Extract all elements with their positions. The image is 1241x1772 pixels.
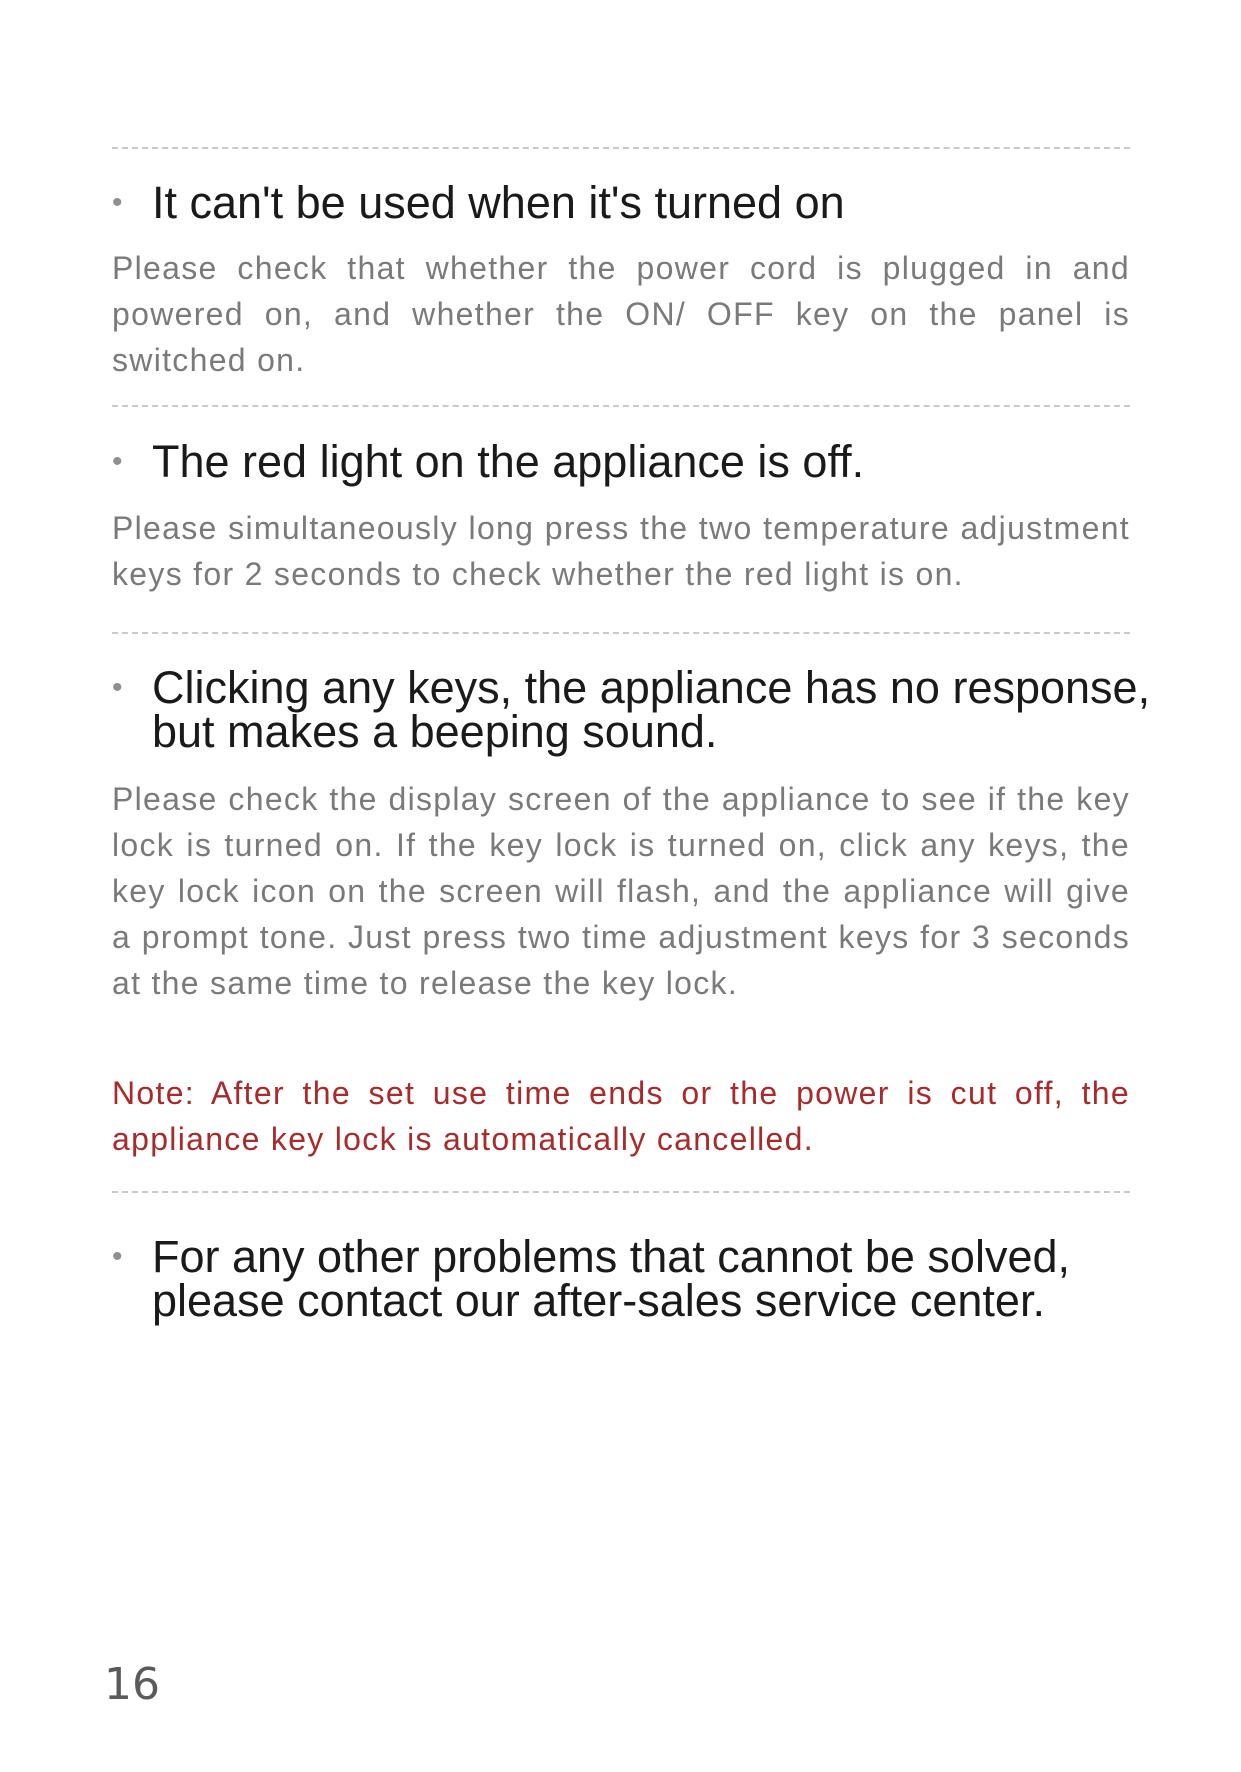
section-body: Please check that whether the power cord is plugged in and powered on, and whether the ON/ OFF key on the panel is switched on. — [112, 250, 1130, 378]
section-heading — [112, 436, 1192, 487]
section-heading-text: For any other problems that cannot be solved, please contact our after-sales service center. — [152, 1231, 1071, 1326]
bullet-icon: • — [112, 1240, 123, 1273]
section-body: Please check the display screen of the appliance to see if the key lock is turned on. If the key lock is turned on, click any keys, the key lock icon on the screen will flash, and the appliance will give a prompt tone. Just press two time adjustment keys for 3 seconds at the same time to release the key lock. — [112, 781, 1130, 1001]
section-note: Note: After the set use time ends or the power is cut off, the appliance key lock is automatically cancelled. — [112, 1075, 1130, 1157]
section-heading-text: The red light on the appliance is off. — [152, 436, 865, 487]
section-heading-text: Clicking any keys, the appliance has no response, but makes a beeping sound. — [152, 662, 1151, 757]
section-divider — [112, 632, 1130, 634]
bullet-icon: • — [112, 186, 123, 219]
section-heading — [112, 1231, 1192, 1326]
bullet-icon: • — [112, 445, 123, 478]
section-body: Please simultaneously long press the two temperature adjustment keys for 2 seconds to check whether the red light is on. — [112, 510, 1130, 592]
section-divider — [112, 405, 1130, 407]
bullet-icon: • — [112, 671, 123, 704]
section-divider — [112, 1191, 1130, 1193]
section-heading — [112, 177, 1192, 228]
page-number: 16 — [104, 1659, 160, 1710]
section-heading — [112, 662, 1192, 757]
section-divider — [112, 147, 1130, 149]
section-heading-text: It can't be used when it's turned on — [152, 177, 845, 228]
